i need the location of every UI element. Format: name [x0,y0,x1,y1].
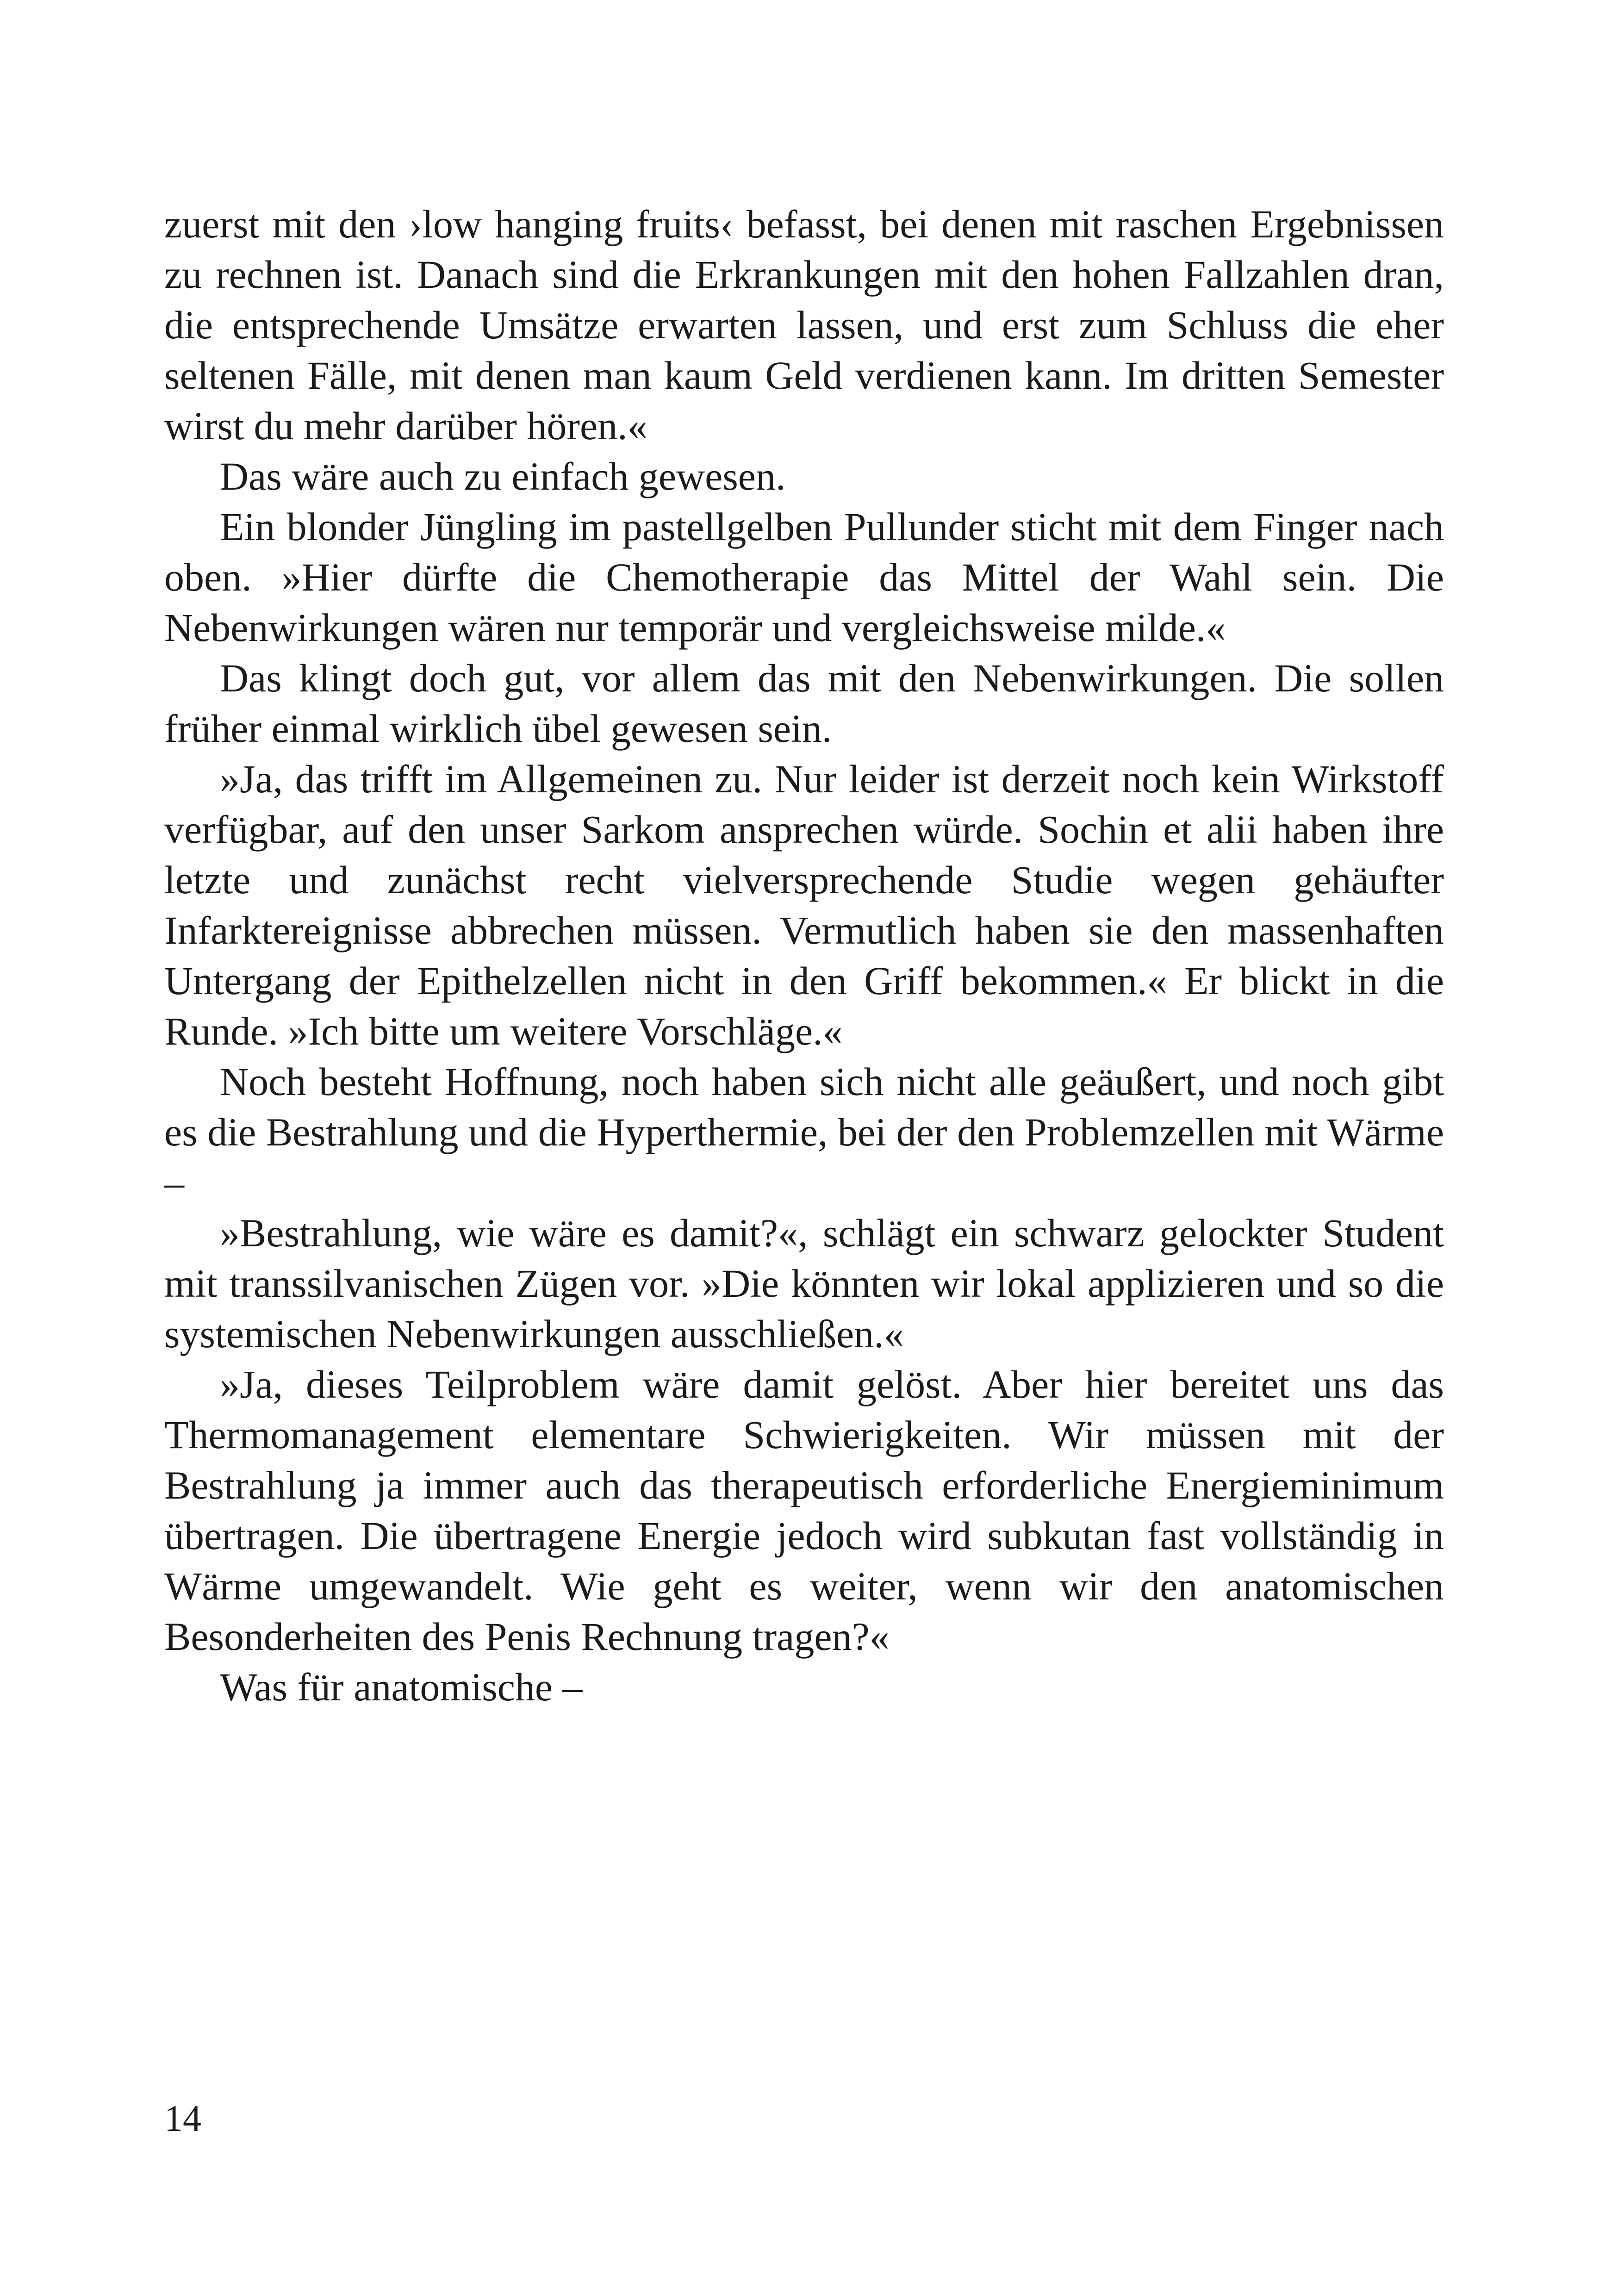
paragraph: zuerst mit den ›low hanging fruits‹ befasst, bei denen mit raschen Ergebnissen zu rechnen ist. Danach sind die Erkrankungen mit den hohen Fallzahlen dran, die entsprechende Umsätze erwarten lassen, und erst zum Schluss die eher seltenen Fälle, mit denen man kaum Geld verdienen kann. Im dritten Semester wirst du mehr darüber hören.« [164,202,1444,448]
paragraph: Ein blonder Jüngling im pastellgelben Pullunder sticht mit dem Finger nach oben. »Hier dürfte die Chemotherapie das Mittel der Wahl sein. Die Nebenwirkungen wären nur temporär und vergleichsweise milde.« [164,504,1444,650]
body-text [164,199,1444,1712]
paragraph: Was für anatomische – [220,1665,583,1709]
paragraph: Noch besteht Hoffnung, noch haben sich nicht alle geäußert, und noch gibt es die Bestrahlung und die Hyperthermie, bei der den Problemzellen mit Wärme – [164,1059,1444,1205]
page-number: 14 [164,2098,201,2139]
paragraph: Das klingt doch gut, vor allem das mit den Nebenwirkungen. Die sollen früher einmal wirklich übel gewesen sein. [164,656,1444,751]
paragraph: Das wäre auch zu einfach gewesen. [220,454,786,498]
paragraph: »Bestrahlung, wie wäre es damit?«, schlägt ein schwarz gelockter Student mit transsilvanischen Zügen vor. »Die könnten wir lokal applizieren und so die systemischen Nebenwirkungen ausschließen.« [164,1211,1444,1356]
paragraph: »Ja, dieses Teilproblem wäre damit gelöst. Aber hier bereitet uns das Thermomanagement elementare Schwierigkeiten. Wir müssen mit der Bestrahlung ja immer auch das therapeutisch erforderliche Energieminimum übertragen. Die übertragene Energie jedoch wird subkutan fast vollständig in Wärme umgewandelt. Wie geht es weiter, wenn wir den anatomischen Besonderheiten des Penis Rechnung tragen?« [164,1362,1444,1659]
paragraph: »Ja, das trifft im Allgemeinen zu. Nur leider ist derzeit noch kein Wirkstoff verfügbar, auf den unser Sarkom ansprechen würde. Sochin et alii haben ihre letzte und zunächst recht vielversprechende Studie wegen gehäufter Infarktereignisse abbrechen müssen. Vermutlich haben sie den massenhaften Untergang der Epithelzellen nicht in den Griff bekommen.« Er blickt in die Runde. »Ich bitte um weitere Vorschläge.« [164,757,1444,1053]
